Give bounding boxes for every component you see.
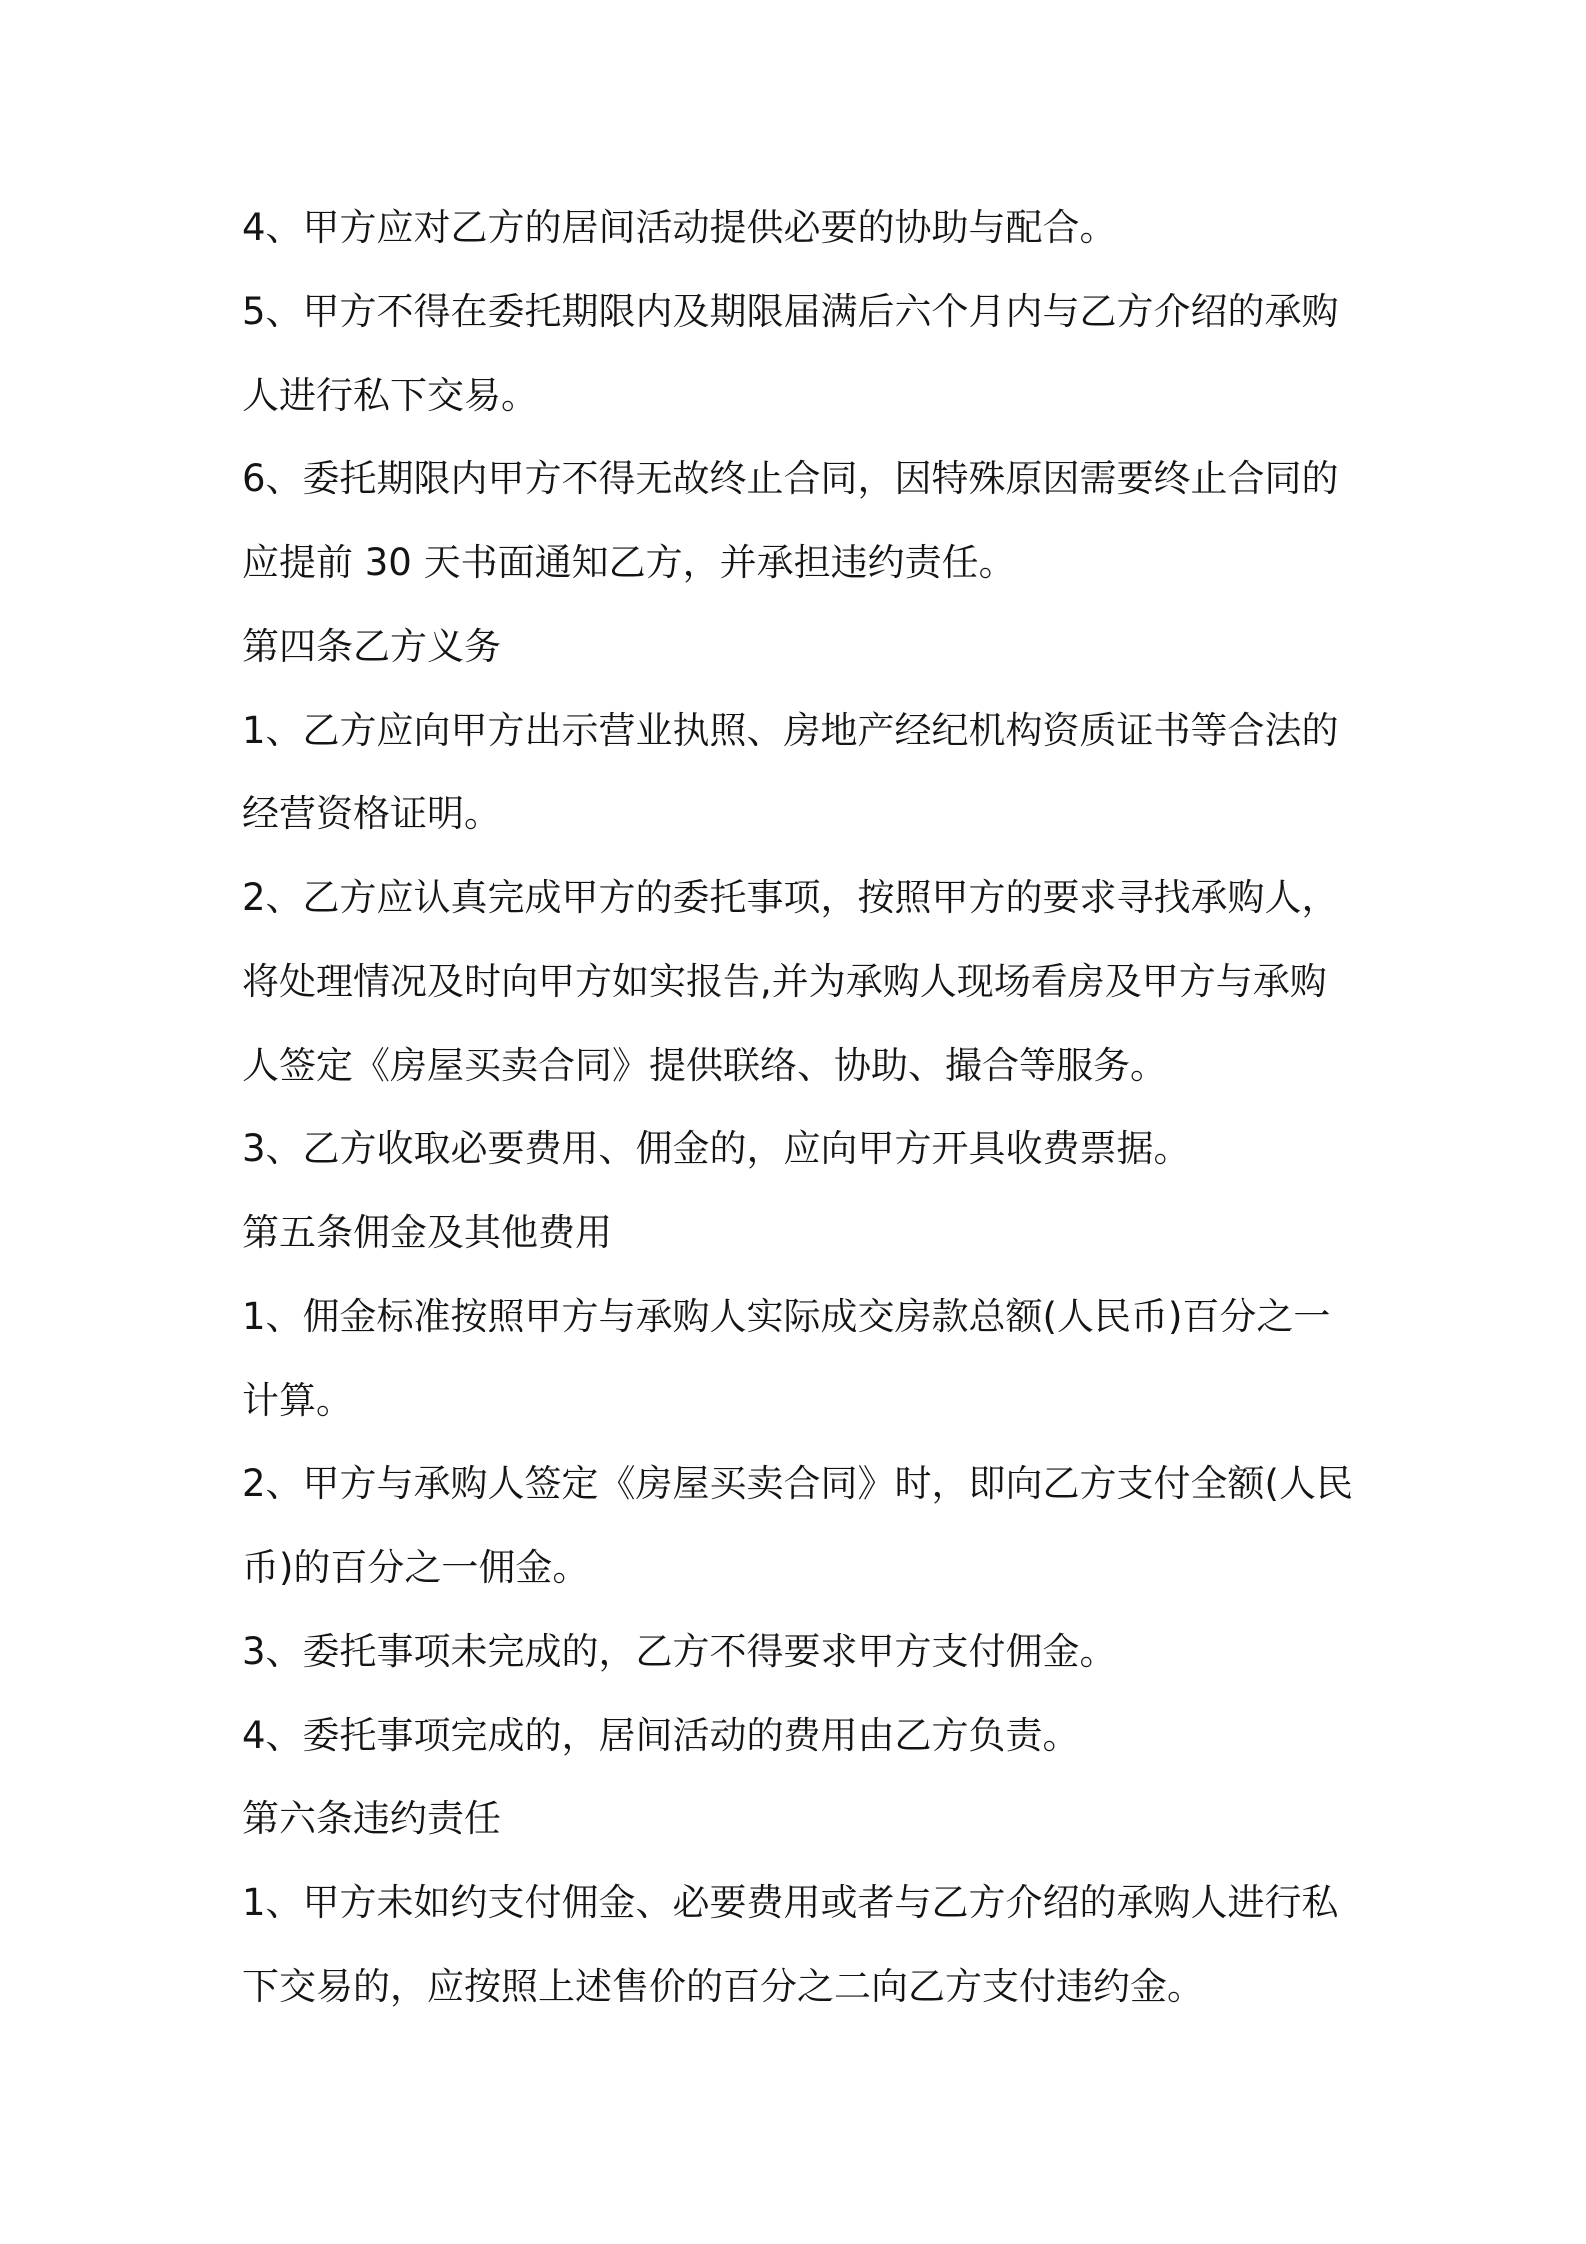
heading-text: 第六条违约责任	[242, 1797, 501, 1841]
clause-item	[242, 1861, 1422, 2029]
text-line: 4、甲方应对乙方的居间活动提供必要的协助与配合。	[242, 206, 1117, 249]
heading-text: 第五条佣金及其他费用	[242, 1211, 612, 1254]
text-line: 下交易的，应按照上述售价的百分之二向乙方支付违约金。	[242, 1964, 1204, 2008]
text-line: 1、甲方未如约支付佣金、必要费用或者与乙方介绍的承购人进行私	[242, 1881, 1339, 1924]
clause-item	[242, 437, 1422, 605]
clause-item	[242, 270, 1422, 438]
text-line: 1、佣金标准按照甲方与承购人实际成交房款总额(人民币)百分之一	[242, 1294, 1331, 1338]
clause-item	[242, 689, 1422, 857]
clause-item	[242, 1442, 1422, 1610]
heading-text: 第四条乙方义务	[242, 624, 501, 668]
text-line: 2、甲方与承购人签定《房屋买卖合同》时，即向乙方支付全额(人民	[242, 1462, 1353, 1506]
clause-item	[242, 1694, 1422, 1778]
clause-item	[242, 186, 1422, 270]
text-line: 6、委托期限内甲方不得无故终止合同，因特殊原因需要终止合同的	[242, 457, 1339, 501]
clause-item	[242, 1107, 1422, 1191]
text-line: 计算。	[242, 1378, 353, 1422]
clause-item	[242, 1610, 1422, 1694]
text-line: 人进行私下交易。	[242, 373, 538, 417]
text-line: 币)的百分之一佣金。	[242, 1546, 590, 1589]
text-line: 应提前 30 天书面通知乙方，并承担违约责任。	[242, 541, 1016, 584]
text-line: 将处理情况及时向甲方如实报告,并为承购人现场看房及甲方与承购	[242, 959, 1327, 1003]
clause-item	[242, 856, 1422, 1107]
document-body	[242, 186, 1422, 2029]
text-line: 经营资格证明。	[242, 792, 501, 836]
text-line: 人签定《房屋买卖合同》提供联络、协助、撮合等服务。	[242, 1043, 1167, 1087]
text-line: 3、委托事项未完成的，乙方不得要求甲方支付佣金。	[242, 1629, 1117, 1673]
text-line: 1、乙方应向甲方出示营业执照、房地产经纪机构资质证书等合法的	[242, 708, 1339, 752]
section-heading	[242, 605, 1422, 689]
clause-item	[242, 1275, 1422, 1443]
section-heading	[242, 1191, 1422, 1275]
text-line: 4、委托事项完成的，居间活动的费用由乙方负责。	[242, 1713, 1080, 1757]
text-line: 3、乙方收取必要费用、佣金的，应向甲方开具收费票据。	[242, 1127, 1191, 1171]
section-heading	[242, 1777, 1422, 1861]
text-line: 5、甲方不得在委托期限内及期限届满后六个月内与乙方介绍的承购	[242, 289, 1339, 333]
text-line: 2、乙方应认真完成甲方的委托事项，按照甲方的要求寻找承购人，	[242, 876, 1339, 919]
